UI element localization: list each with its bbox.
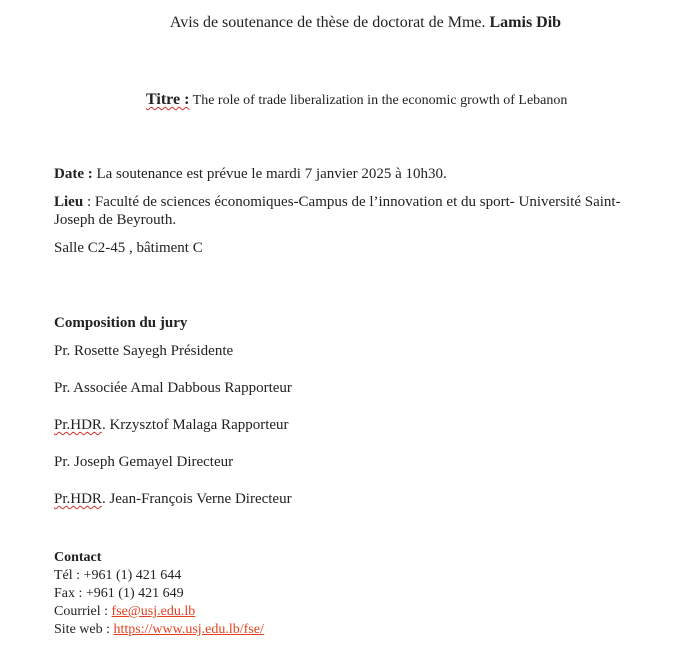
jury-member	[54, 343, 233, 360]
lieu-line-1	[54, 194, 621, 211]
jury-member	[54, 454, 233, 471]
contact-email-link[interactable]: fse@usj.edu.lb	[111, 604, 196, 619]
jury-member	[54, 417, 289, 434]
thesis-title-value: The role of trade liberalization in the economic growth of Lebanon	[189, 93, 568, 108]
lieu-label: Lieu	[54, 194, 84, 210]
jury-member-text: Pr. Rosette Sayegh Présidente	[54, 343, 234, 359]
lieu-line-2: Joseph de Beyrouth.	[54, 212, 177, 228]
jury-member	[54, 491, 292, 508]
contact-heading: Contact	[54, 550, 102, 565]
contact-email-label: Courriel :	[54, 604, 112, 619]
announcement-title	[0, 14, 699, 32]
jury-member-prefix: Pr.HDR	[54, 417, 102, 433]
contact-phone: Tél : +961 (1) 421 644	[54, 568, 182, 583]
announcement-title-prefix: Avis de soutenance de thèse de doctorat de Mme.	[169, 14, 490, 31]
jury-heading: Composition du jury	[54, 315, 188, 331]
jury-member	[54, 380, 292, 397]
lieu-value-1: : Faculté de sciences économiques-Campus de l’innovation et du sport- Université Saint-	[83, 194, 621, 210]
contact-website-label: Site web :	[54, 622, 114, 637]
contact-email-line	[54, 604, 195, 620]
date-label: Date :	[54, 166, 93, 182]
candidate-name: Lamis Dib	[489, 14, 562, 31]
room-line: Salle C2-45 , bâtiment C	[54, 240, 203, 256]
jury-member-text: . Jean-François Verne Directeur	[101, 491, 292, 507]
contact-website-link[interactable]: https://www.usj.edu.lb/fse/	[113, 622, 264, 637]
thesis-title-line	[146, 91, 567, 109]
jury-member-text: Pr. Joseph Gemayel Directeur	[54, 454, 234, 470]
contact-fax: Fax : +961 (1) 421 649	[54, 586, 184, 601]
jury-member-prefix: Pr.HDR	[54, 491, 102, 507]
jury-member-text: . Krzysztof Malaga Rapporteur	[101, 417, 289, 433]
date-line	[54, 166, 447, 183]
jury-member-text: Pr. Associée Amal Dabbous Rapporteur	[54, 380, 292, 396]
contact-website-line	[54, 622, 264, 638]
thesis-title-label: Titre :	[146, 91, 190, 108]
date-value: La soutenance est prévue le mardi 7 janvier 2025 à 10h30.	[92, 166, 447, 182]
